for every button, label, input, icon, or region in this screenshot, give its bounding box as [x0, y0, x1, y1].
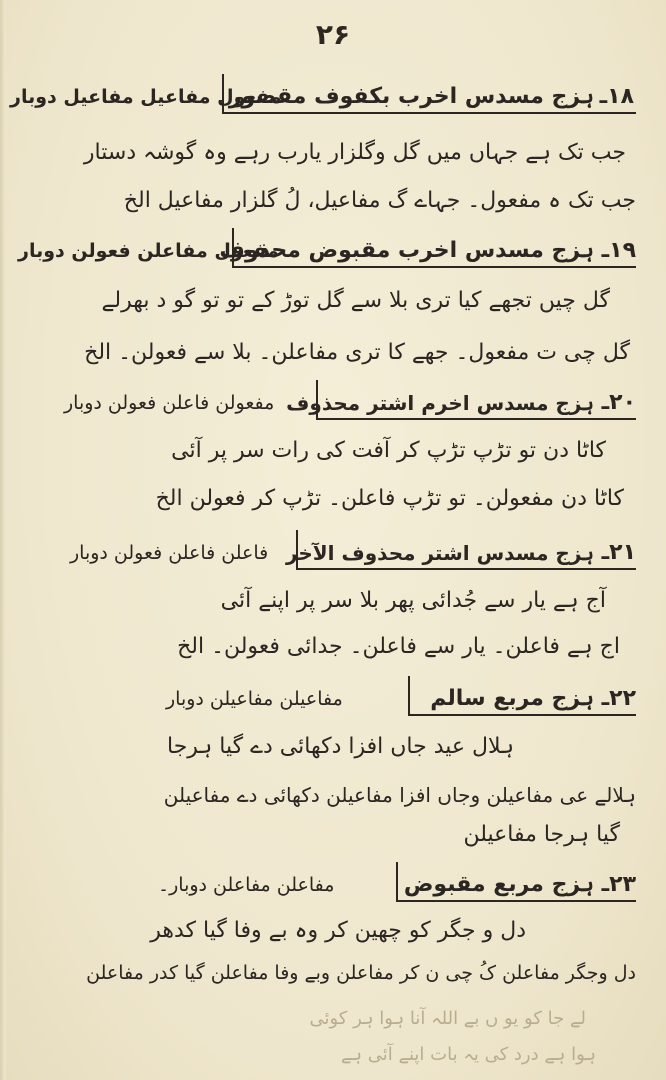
- entry-23-scansion: دل وجگر مفاعلن کُ چی ن کر مفاعلن وبے وفا مفاعلن گیا کدر مفاعلن: [86, 962, 636, 984]
- entry-22-title: ہزج مربع سالم: [430, 686, 594, 711]
- entry-20-pattern: مفعولن فاعلن فعولن دوبار: [64, 392, 275, 414]
- entry-23-verse: دل و جگر کو چھین کر وہ بے وفا گیا کدھر: [150, 918, 526, 943]
- page-number: ۲۶: [315, 18, 351, 51]
- entry-21-scansion: اج ہے فاعلن۔ یار سے فاعلن۔ جدائی فعولن۔ الخ: [177, 634, 620, 659]
- entry-22-pattern: مفاعیلن مفاعیلن دوبار: [166, 688, 343, 710]
- entry-22-number: ۲۲ـ: [601, 686, 636, 711]
- entry-18-title: ہزج مسدس اخرب بکفوف مقصور: [228, 84, 594, 109]
- entry-21-verse: آج ہے یار سے جُدائی پھر بلا سر پر اپنے آئی: [220, 588, 606, 613]
- entry-21-number: ۲۱ـ: [601, 540, 636, 565]
- entry-23-pattern: مفاعلن مفاعلن دوبار۔: [158, 874, 335, 896]
- page-edge: [0, 0, 6, 1080]
- entry-18-scansion: جب تک ہ مفعول۔ جہاے گ مفاعیل، لُ گلزار مفاعیل الخ: [123, 188, 636, 213]
- entry-21-title: ہزج مسدس اشتر محذوف الآخر: [285, 541, 594, 565]
- entry-19-title: ہزج مسدس اخرب مقبوض محذوف: [219, 238, 594, 263]
- entry-23-number: ۲۳ـ: [601, 872, 636, 897]
- entry-21-pattern: فاعلن فاعلن فعولن دوبار: [70, 542, 269, 564]
- faded-line-2: ہوا ہے درد کی یہ بات اپنے آئی ہے: [340, 1044, 596, 1065]
- entry-22-verse: ہلال عید جاں افزا دکھائی دے گیا ہرجا: [166, 734, 514, 759]
- entry-18-number: ۱۸ـ: [599, 84, 634, 109]
- entry-20-scansion: کاٹا دن مفعولن۔ تو تڑپ فاعلن۔ تڑپ کر فعولن الخ: [155, 486, 624, 511]
- entry-19-scansion: گل چی ت مفعول۔ جھے کا تری مفاعلن۔ بلا سے فعولن۔ الخ: [84, 340, 630, 365]
- entry-20-title: ہزج مسدس اخرم اشتر محذوف: [286, 391, 594, 415]
- entry-19-verse: گل چیں تجھے کیا تری بلا سے گل توڑ کے تو تو گو د بھرلے: [101, 288, 610, 313]
- entry-23-title: ہزج مربع مقبوض: [403, 872, 594, 897]
- entry-19-number: ۱۹ـ: [601, 238, 636, 263]
- faded-line-1: لے جا کو یو ں بے اللہ آنا ہوا ہر کوئی: [309, 1008, 586, 1029]
- entry-22-scansion: ہلالے عی مفاعیلن وجاں افزا مفاعیلن دکھائی دے مفاعیلن: [163, 783, 636, 807]
- entry-20-number: ۲۰ـ: [601, 390, 636, 415]
- entry-18-verse: جب تک ہے جہاں میں گل وگلزار یارب رہے وہ گوشہ دستار: [83, 140, 626, 165]
- entry-18-pattern: مفعول مفاعیل مفاعیل دوبار: [10, 86, 282, 108]
- entry-20-verse: کاٹا دن تو تڑپ تڑپ کر آفت کی رات سر پر آئی: [171, 438, 606, 463]
- entry-22-scansion-cont: گیا ہرجا مفاعیلن: [463, 822, 620, 847]
- entry-19-pattern: مفعول مفاعلن فعولن دوبار: [18, 240, 279, 262]
